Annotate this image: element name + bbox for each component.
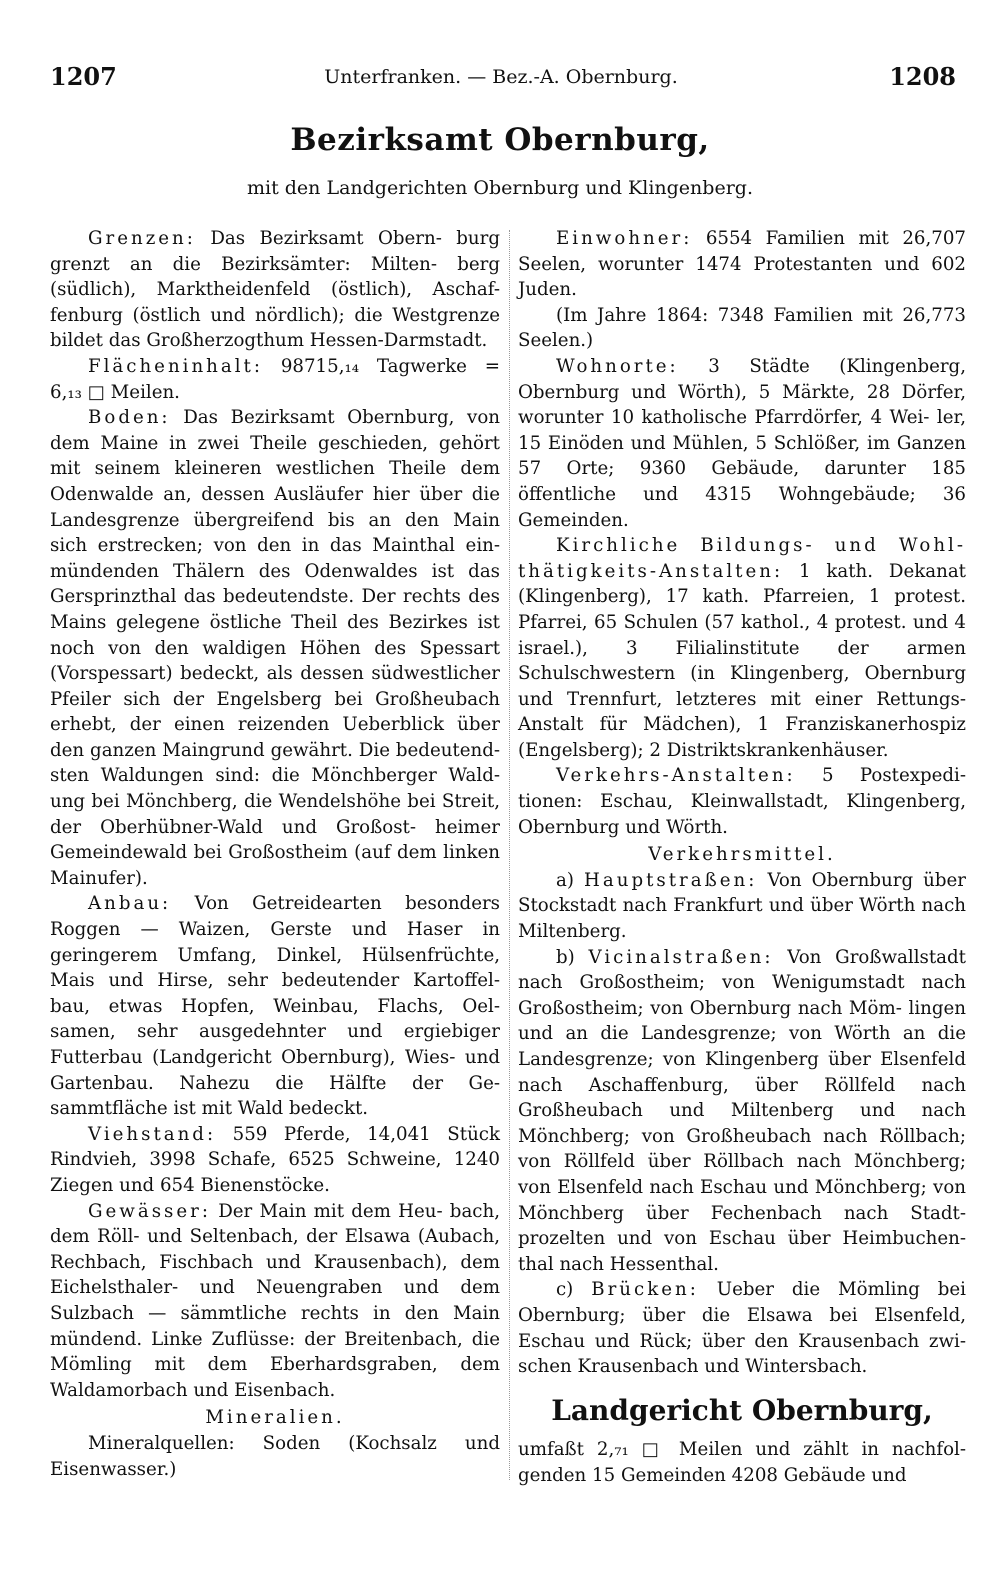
heading-anbau: Anbau:	[88, 893, 172, 915]
paragraph-viehstand	[50, 1122, 500, 1199]
text-hauptstrassen: Von Obernburg über Stockstadt nach Frankfurt und über Wörth nach Miltenberg.	[518, 869, 966, 943]
paragraph-gewaesser	[50, 1199, 500, 1404]
paragraph-kirchliche	[518, 533, 966, 763]
heading-landgericht: Landgericht Obernburg,	[551, 1393, 933, 1427]
section-subtitle: mit den Landgerichten Obernburg und Klingenberg.	[247, 177, 753, 199]
text-verkehr: 5 Postexpedi- tionen: Eschau, Kleinwallstadt, Klingenberg, Obernburg und Wörth.	[518, 765, 966, 838]
text-kirchliche: 1 kath. Dekanat (Klingenberg), 17 kath. Pfarreien, 1 protest. Pfarrei, 65 Schulen (57 kathol., 4 protest. und 4 israel.), 3 Filialinstitute der armen Schulschwestern (in Klingenberg, Obernburg und Trennfurt, letzteres mit einer Rettungs- Anstalt für Mädchen), 1 Franziskanerhospiz (Engelsberg); 2 Distriktskrankenhäuser.	[518, 560, 966, 761]
label-b: b)	[556, 946, 575, 968]
paragraph-wohnorte	[518, 354, 966, 533]
heading-wohnorte: Wohnorte:	[556, 355, 679, 377]
page-header	[42, 62, 960, 96]
paragraph-landgericht: umfaßt 2,₇₁ □ Meilen und zählt in nachfol- genden 15 Gemeinden 4208 Gebäude und	[518, 1439, 966, 1486]
text-einwohner: 6554 Familien mit 26,707 Seelen, worunter 1474 Protestanten und 602 Juden.	[518, 228, 966, 301]
text-anbau: Von Getreidearten besonders Roggen — Waizen, Gerste und Haser in geringerem Umfang, Dinkel, Hülsenfrüchte, Mais und Hirse, sehr bedeutender Kartoffel- bau, etwas Hopfen, Weinbau, Flachs, Oel- samen, sehr ausgedehnter und ergiebiger Futterbau (Landgericht Obernburg), Wies- und Gartenbau. Nahezu die Hälfte der Ge- sammtfläche ist mit Wald bedeckt.	[50, 893, 500, 1120]
paragraph-mineralquellen: Mineralquellen: Soden (Kochsalz und Eisenwasser.)	[50, 1432, 500, 1480]
heading-verkehr: Verkehrs-Anstalten:	[556, 765, 796, 787]
heading-grenzen: Grenzen:	[88, 228, 196, 249]
text-flaeche: 98715,₁₄ Tagwerke = 6,₁₃ □ Meilen.	[50, 355, 500, 403]
text-wohnorte: 3 Städte (Klingenberg, Obernburg und Wörth), 5 Märkte, 28 Dörfer, worunter 10 katholische Pfarrdörfer, 4 Wei- ler, 15 Einöden und Mühlen, 5 Schlößer, im Ganzen 57 Orte; 9360 Gebäude, darunter 185 öffentliche und 4315 Wohngebäude; 36 Gemeinden.	[518, 355, 966, 531]
label-c: c)	[556, 1279, 574, 1301]
paragraph-einwohner-1864: (Im Jahre 1864: 7348 Familien mit 26,773 Seelen.)	[518, 304, 966, 352]
paragraph-flaeche	[50, 354, 500, 405]
heading-kirchliche: Kirchliche Bildungs- und Wohl- thätigkeits-Anstalten:	[518, 535, 966, 582]
paragraph-einwohner	[518, 226, 966, 303]
heading-flaeche: Flächeninhalt:	[88, 355, 263, 377]
heading-hauptstrassen: Hauptstraßen:	[584, 869, 758, 891]
label-a: a)	[556, 869, 574, 891]
column-divider	[509, 230, 510, 1480]
paragraph-anbau	[50, 891, 500, 1121]
text-vicinalstrassen: Von Großwallstadt nach Großostheim; von Wenigumstadt nach Großostheim; von Obernburg nach Möm- lingen und an die Landesgrenze; von Wörth an die Landesgrenze; von Klingenberg über Elsenfeld nach Aschaffenburg, über Röllfeld nach Großheubach und Miltenberg und nach Mönchberg; von Großheubach nach Röllbach; von Röllfeld über Röllbach nach Mönchberg; von Elsenfeld nach Eschau und Mönchberg; von Mönchberg über Fechenbach nach Stadt- prozelten und von Eschau über Heimbuchen- thal nach Hessenthal.	[518, 946, 966, 1275]
heading-gewaesser: Gewässer:	[88, 1200, 211, 1222]
page-number-right: 1208	[889, 62, 956, 91]
paragraph-grenzen	[50, 226, 500, 354]
paragraph-boden	[50, 405, 500, 891]
running-title: Unterfranken. — Bez.-A. Obernburg.	[324, 66, 678, 88]
text-gewaesser: Der Main mit dem Heu- bach, dem Röll- und Seltenbach, der Elsawa (Aubach, Rechbach, Fischbach und Krausenbach), dem Eichelsthaler- und Neuengraben und dem Sulzbach — sämmtliche rechts in den Main mündend. Linke Zuflüsse: der Breitenbach, die Mömling mit dem Eberhardsgraben, dem Waldamorbach und Eisenbach.	[50, 1200, 500, 1401]
heading-einwohner: Einwohner:	[556, 228, 693, 249]
heading-vicinalstrassen: Vicinalstraßen:	[588, 946, 774, 968]
heading-verkehrsmittel: Verkehrsmittel.	[648, 844, 836, 866]
paragraph-vicinalstrassen	[518, 945, 966, 1278]
heading-boden: Boden:	[88, 407, 171, 429]
text-viehstand: 559 Pferde, 14,041 Stück Rindvieh, 3998 Schafe, 6525 Schweine, 1240 Ziegen und 654 Bienenstöcke.	[50, 1123, 500, 1196]
text-boden: Das Bezirksamt Obernburg, von dem Maine in zwei Theile geschieden, gehört mit seinem kleineren westlichen Theile dem Odenwalde an, dessen Ausläufer hier über die Landesgrenze übergreifend bis an den Main sich erstrecken; von den in das Mainthal ein- mündenden Thälern des Odenwaldes ist das Gersprinzthal das bedeutendste. Der rechts des Mains gelegene östliche Theil des Bezirkes ist noch von den waldigen Höhen des Spessart (Vorspessart) bedeckt, als dessen südwestlicher Pfeiler sich der Engelsberg bei Großheubach erhebt, der einen reizenden Ueberblick über den ganzen Maingrund gewährt. Die bedeutend- sten Waldungen sind: die Mönchberger Wald- ung bei Mönchberg, die Wendelshöhe bei Streit, der Oberhübner-Wald und Großost- heimer Gemeindewald bei Großostheim (auf dem linken Mainufer).	[50, 407, 500, 889]
left-column	[50, 226, 500, 1482]
text-grenzen: Das Bezirksamt Obern- burg grenzt an die Bezirksämter: Milten- berg (südlich), Marktheidenfeld (östlich), Aschaf- fenburg (östlich und nördlich); die Westgrenze bildet das Großherzogthum Hessen-Darmstadt.	[50, 228, 500, 352]
heading-viehstand: Viehstand:	[88, 1123, 217, 1145]
heading-mineralien: Mineralien.	[205, 1407, 345, 1429]
page-number-left: 1207	[50, 62, 117, 91]
text-bruecken: Ueber die Mömling bei Obernburg; über die Elsawa bei Elsenfeld, Eschau und Rück; über den Krausenbach zwi- schen Krausenbach und Wintersbach.	[518, 1279, 966, 1378]
paragraph-verkehr	[518, 763, 966, 840]
right-column	[518, 226, 966, 1489]
paragraph-bruecken	[518, 1277, 966, 1379]
heading-bruecken: Brücken:	[591, 1279, 699, 1301]
paragraph-hauptstrassen	[518, 868, 966, 945]
section-title: Bezirksamt Obernburg,	[290, 122, 710, 158]
